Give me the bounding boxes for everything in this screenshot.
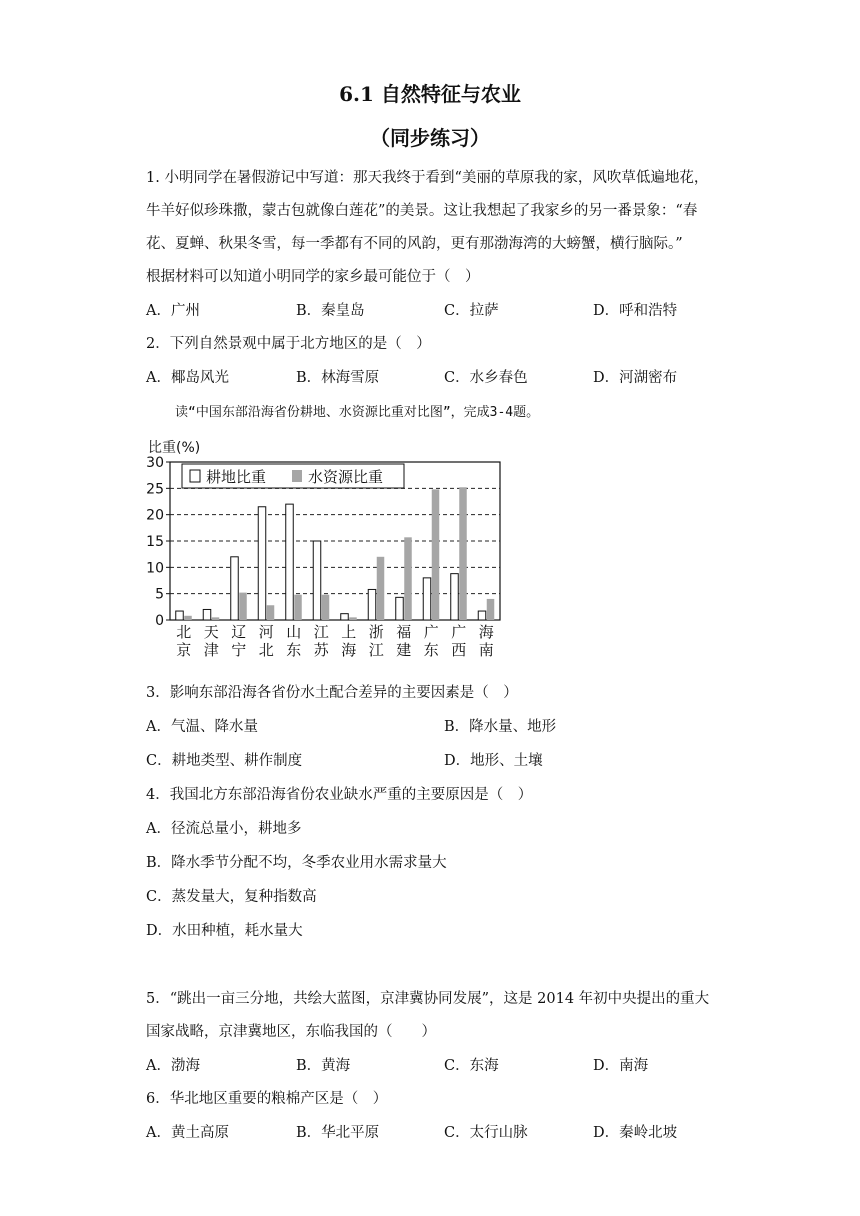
option-b[interactable]: B．秦皇岛 (296, 303, 365, 319)
x-tick-label: 广 (451, 623, 467, 641)
question-2-stem: 2．下列自然景观中属于北方地区的是（ ） (146, 336, 431, 352)
option-c[interactable]: C．太行山脉 (444, 1125, 528, 1141)
bar-water-resources (349, 617, 357, 620)
option-d[interactable]: D．地形、土壤 (444, 753, 543, 769)
bar-cultivated-land (478, 611, 486, 620)
x-tick-label: 江 (368, 641, 384, 659)
x-tick-label: 东 (423, 641, 439, 659)
bar-water-resources (212, 617, 220, 620)
page-subtitle: （同步练习） (370, 126, 490, 150)
bar-cultivated-land (176, 611, 184, 620)
bar-water-resources (294, 595, 302, 620)
question-4-stem: 4．我国北方东部沿海省份农业缺水严重的主要原因是（ ） (146, 787, 533, 803)
option-c[interactable]: C．东海 (444, 1058, 499, 1074)
bar-water-resources (487, 599, 495, 620)
bar-cultivated-land (286, 504, 294, 620)
bar-water-resources (267, 605, 275, 620)
option-c[interactable]: C．蒸发量大，复种指数高 (146, 889, 317, 905)
y-tick-label: 10 (146, 560, 164, 577)
y-tick-label: 0 (155, 613, 164, 629)
question-1-line: 根据材料可以知道小明同学的家乡最可能位于（ ） (146, 269, 480, 285)
option-a[interactable]: A．气温、降水量 (146, 719, 258, 735)
x-tick-label: 海 (478, 623, 494, 641)
x-tick-label: 浙 (368, 623, 384, 641)
option-b[interactable]: B．华北平原 (296, 1125, 380, 1141)
x-tick-label: 河 (258, 623, 274, 641)
x-tick-label: 上 (341, 623, 357, 641)
x-tick-label: 海 (341, 641, 357, 659)
bar-cultivated-land (396, 597, 404, 620)
x-tick-label: 江 (313, 623, 329, 641)
x-tick-label: 辽 (231, 623, 247, 641)
question-5-line: 5．“跳出一亩三分地，共绘大蓝图，京津冀协同发展”，这是 2014 年初中央提出的重大 (146, 991, 710, 1007)
x-tick-label: 南 (478, 641, 494, 659)
question-6-stem: 6．华北地区重要的粮棉产区是（ ） (146, 1091, 388, 1107)
option-a[interactable]: A．椰岛风光 (146, 370, 229, 386)
x-tick-label: 北 (176, 623, 192, 641)
chart-intro: 读“中国东部沿海省份耕地、水资源比重对比图”，完成3-4题。 (175, 405, 540, 420)
x-tick-label: 宁 (231, 641, 247, 659)
page-title: 6.1 自然特征与农业 (339, 82, 521, 106)
bar-cultivated-land (341, 614, 349, 620)
option-a[interactable]: A．黄土高原 (146, 1125, 229, 1141)
y-tick-label: 20 (146, 507, 164, 524)
x-tick-label: 天 (203, 623, 219, 641)
x-tick-label: 建 (396, 641, 412, 659)
bar-water-resources (404, 537, 412, 620)
x-tick-label: 京 (176, 641, 192, 659)
x-tick-label: 山 (286, 623, 302, 641)
option-b[interactable]: B．降水量、地形 (444, 719, 557, 735)
y-tick-label: 5 (155, 586, 164, 603)
bar-water-resources (377, 557, 385, 620)
x-tick-label: 苏 (313, 641, 329, 659)
option-c[interactable]: C．拉萨 (444, 303, 499, 319)
x-tick-label: 东 (286, 641, 302, 659)
bar-cultivated-land (368, 589, 376, 620)
option-a[interactable]: A．径流总量小，耕地多 (146, 821, 302, 837)
bar-water-resources (322, 595, 330, 620)
bar-water-resources (432, 489, 440, 620)
bar-cultivated-land (203, 609, 211, 620)
legend-swatch-water-resources (292, 470, 302, 482)
bar-water-resources (239, 593, 247, 620)
legend-swatch-cultivated-land (190, 470, 200, 482)
question-3-stem: 3．影响东部沿海各省份水土配合差异的主要因素是（ ） (146, 685, 518, 701)
option-d[interactable]: D．水田种植，耗水量大 (146, 923, 303, 939)
option-d[interactable]: D．南海 (593, 1058, 649, 1074)
option-b[interactable]: B．林海雪原 (296, 370, 380, 386)
bar-cultivated-land (451, 574, 459, 620)
option-a[interactable]: A．渤海 (146, 1058, 200, 1074)
x-tick-label: 北 (258, 641, 274, 659)
x-tick-label: 福 (396, 623, 412, 641)
y-tick-label: 30 (146, 455, 164, 471)
bar-cultivated-land (258, 507, 266, 620)
option-d[interactable]: D．呼和浩特 (593, 303, 678, 319)
option-a[interactable]: A．广州 (146, 303, 200, 319)
option-b[interactable]: B．黄海 (296, 1058, 351, 1074)
option-b[interactable]: B．降水季节分配不均，冬季农业用水需求量大 (146, 855, 447, 871)
legend-label: 水资源比重 (308, 468, 384, 486)
bar-cultivated-land (231, 557, 239, 620)
legend-label: 耕地比重 (206, 468, 267, 486)
option-d[interactable]: D．河湖密布 (593, 370, 678, 386)
question-1-line: 牛羊好似珍珠撒，蒙古包就像白莲花”的美景。这让我想起了我家乡的另一番景象：“春 (146, 203, 698, 219)
y-tick-label: 25 (146, 481, 164, 498)
bar-cultivated-land (423, 578, 431, 620)
bar-water-resources (184, 616, 192, 620)
question-5-line: 国家战略，京津冀地区，东临我国的（ ） (146, 1024, 436, 1040)
x-tick-label: 广 (423, 623, 439, 641)
x-tick-label: 西 (451, 641, 467, 659)
option-c[interactable]: C．水乡春色 (444, 370, 528, 386)
question-1-line: 1. 小明同学在暑假游记中写道：那天我终于看到“美丽的草原我的家，风吹草低遍地花， (146, 170, 709, 186)
bar-water-resources (459, 487, 467, 620)
question-1-line: 花、夏蝉、秋果冬雪，每一季都有不同的风韵，更有那渤海湾的大螃蟹，横行脑际。” (146, 236, 683, 252)
option-c[interactable]: C．耕地类型、耕作制度 (146, 753, 303, 769)
option-d[interactable]: D．秦岭北坡 (593, 1125, 678, 1141)
bar-cultivated-land (313, 541, 321, 620)
bar-chart (140, 432, 510, 662)
x-tick-label: 津 (203, 641, 219, 659)
y-tick-label: 15 (146, 534, 164, 550)
y-axis-label: 比重(%) (148, 440, 201, 456)
